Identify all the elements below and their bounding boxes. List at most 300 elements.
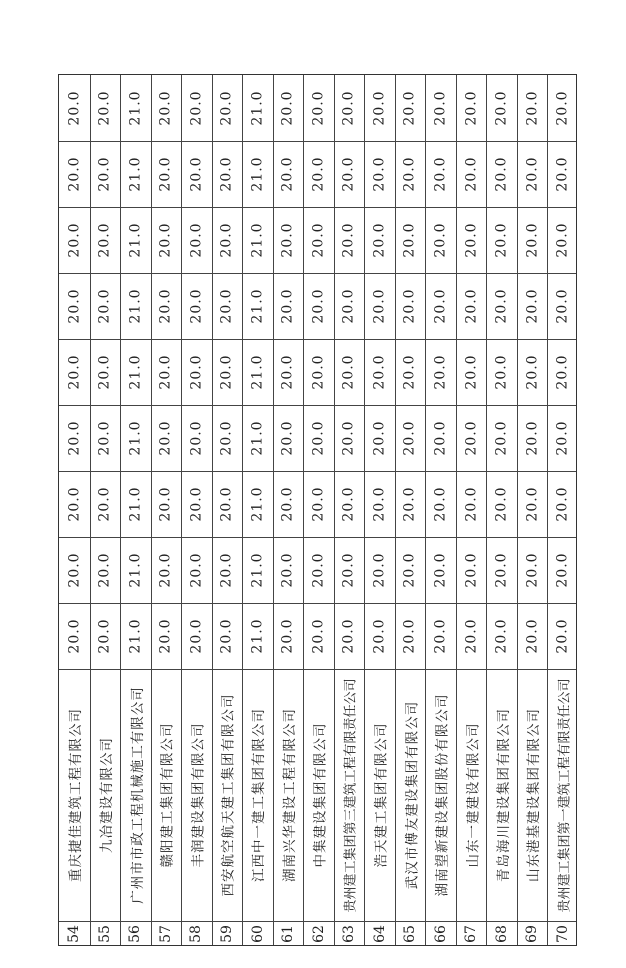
score-value-cell xyxy=(456,339,487,405)
company-name: 山东港基建设集团有限公司 xyxy=(526,708,543,882)
score-value: 20.0 xyxy=(371,420,388,456)
score-value-cell xyxy=(303,207,334,273)
score-value: 20.0 xyxy=(524,552,541,588)
score-value-cell xyxy=(364,141,395,207)
score-value: 20.0 xyxy=(310,486,327,522)
row-number-cell xyxy=(334,921,365,947)
score-value-cell xyxy=(181,537,212,603)
row-number-cell xyxy=(242,921,273,947)
row-number-cell xyxy=(90,921,121,947)
row-number: 61 xyxy=(279,925,296,943)
score-value-cell xyxy=(364,207,395,273)
score-value-cell xyxy=(242,75,273,141)
score-value-cell xyxy=(90,405,121,471)
score-value: 20.0 xyxy=(371,90,388,126)
score-value: 20.0 xyxy=(371,354,388,390)
score-value: 20.0 xyxy=(493,420,510,456)
score-value: 20.0 xyxy=(524,420,541,456)
score-value: 20.0 xyxy=(402,354,419,390)
company-name-cell xyxy=(212,669,243,921)
score-value: 20.0 xyxy=(279,222,296,258)
score-value: 20.0 xyxy=(432,222,449,258)
row-number-cell xyxy=(273,921,304,947)
score-value-cell xyxy=(334,75,365,141)
score-value-cell xyxy=(425,273,456,339)
score-value: 21.0 xyxy=(249,156,266,192)
score-value: 20.0 xyxy=(218,90,235,126)
score-value: 21.0 xyxy=(249,420,266,456)
score-value: 21.0 xyxy=(249,618,266,654)
score-value-cell xyxy=(120,141,151,207)
score-value-cell xyxy=(181,471,212,537)
score-value: 20.0 xyxy=(371,222,388,258)
company-name-cell xyxy=(242,669,273,921)
score-value-cell xyxy=(242,471,273,537)
score-value-cell xyxy=(273,603,304,669)
score-value-cell xyxy=(181,405,212,471)
score-value: 20.0 xyxy=(554,156,571,192)
score-value: 20.0 xyxy=(188,618,205,654)
company-name: 重庆捷佳建筑工程有限公司 xyxy=(68,708,85,882)
score-value-cell xyxy=(364,471,395,537)
score-value-cell xyxy=(90,273,121,339)
score-value: 20.0 xyxy=(218,156,235,192)
score-value: 20.0 xyxy=(96,288,113,324)
score-value-cell xyxy=(486,471,517,537)
score-value: 20.0 xyxy=(524,156,541,192)
score-value: 20.0 xyxy=(463,354,480,390)
row-number: 65 xyxy=(402,925,419,943)
score-value: 20.0 xyxy=(554,90,571,126)
score-value-cell xyxy=(547,75,578,141)
score-value: 20.0 xyxy=(463,420,480,456)
score-value-cell xyxy=(59,603,90,669)
score-value: 20.0 xyxy=(157,420,174,456)
score-value: 20.0 xyxy=(66,420,83,456)
score-value-cell xyxy=(395,603,426,669)
score-value-cell xyxy=(273,405,304,471)
score-table xyxy=(58,74,577,946)
row-number-cell xyxy=(151,921,182,947)
score-value-cell xyxy=(334,141,365,207)
score-value: 20.0 xyxy=(402,618,419,654)
score-value: 20.0 xyxy=(310,288,327,324)
company-name-cell xyxy=(547,669,578,921)
score-value: 20.0 xyxy=(66,288,83,324)
score-value-cell xyxy=(59,405,90,471)
score-value-cell xyxy=(303,405,334,471)
score-value-cell xyxy=(120,471,151,537)
score-value-cell xyxy=(59,273,90,339)
score-value: 20.0 xyxy=(66,618,83,654)
company-name-cell xyxy=(425,669,456,921)
score-value: 20.0 xyxy=(218,552,235,588)
score-value: 20.0 xyxy=(310,552,327,588)
score-value-cell xyxy=(395,273,426,339)
score-value-cell xyxy=(212,75,243,141)
score-value: 20.0 xyxy=(341,618,358,654)
row-number-cell xyxy=(120,921,151,947)
row-number-cell xyxy=(212,921,243,947)
score-value: 20.0 xyxy=(66,354,83,390)
score-value: 20.0 xyxy=(463,288,480,324)
score-value-cell xyxy=(90,603,121,669)
score-value: 20.0 xyxy=(371,156,388,192)
score-value-cell xyxy=(303,603,334,669)
score-value-cell xyxy=(212,405,243,471)
score-value-cell xyxy=(425,537,456,603)
score-value: 20.0 xyxy=(463,222,480,258)
score-value-cell xyxy=(181,339,212,405)
score-value-cell xyxy=(151,75,182,141)
score-value: 20.0 xyxy=(96,618,113,654)
score-value-cell xyxy=(486,207,517,273)
score-value: 20.0 xyxy=(310,354,327,390)
score-value-cell xyxy=(395,537,426,603)
score-value-cell xyxy=(242,537,273,603)
score-value-cell xyxy=(59,75,90,141)
score-value-cell xyxy=(364,405,395,471)
score-value-cell xyxy=(303,141,334,207)
score-value: 20.0 xyxy=(341,420,358,456)
score-value-cell xyxy=(273,537,304,603)
score-value: 21.0 xyxy=(249,288,266,324)
score-value: 20.0 xyxy=(432,156,449,192)
company-name-cell xyxy=(395,669,426,921)
row-number-cell xyxy=(425,921,456,947)
score-value-cell xyxy=(303,75,334,141)
score-value: 20.0 xyxy=(218,618,235,654)
company-name-cell xyxy=(364,669,395,921)
score-value: 20.0 xyxy=(157,552,174,588)
score-value-cell xyxy=(547,405,578,471)
score-value-cell xyxy=(456,603,487,669)
score-value-cell xyxy=(456,537,487,603)
score-value-cell xyxy=(364,273,395,339)
score-value-cell xyxy=(547,207,578,273)
score-value-cell xyxy=(120,537,151,603)
score-value-cell xyxy=(456,471,487,537)
score-value-cell xyxy=(212,537,243,603)
score-value-cell xyxy=(425,75,456,141)
score-value: 20.0 xyxy=(188,222,205,258)
row-number-cell xyxy=(456,921,487,947)
score-value: 20.0 xyxy=(371,618,388,654)
score-value-cell xyxy=(334,603,365,669)
score-value-cell xyxy=(547,471,578,537)
row-number-cell xyxy=(59,921,90,947)
score-value-cell xyxy=(273,207,304,273)
score-value-cell xyxy=(517,141,548,207)
score-value-cell xyxy=(273,75,304,141)
row-number: 70 xyxy=(554,925,571,943)
score-value: 20.0 xyxy=(493,156,510,192)
score-value-cell xyxy=(151,471,182,537)
company-name-cell xyxy=(90,669,121,921)
score-value: 20.0 xyxy=(188,420,205,456)
score-value: 20.0 xyxy=(402,90,419,126)
score-value: 20.0 xyxy=(157,618,174,654)
score-value: 20.0 xyxy=(218,288,235,324)
score-value: 20.0 xyxy=(279,420,296,456)
score-value: 20.0 xyxy=(493,552,510,588)
score-value: 20.0 xyxy=(554,552,571,588)
score-value: 20.0 xyxy=(218,354,235,390)
row-number: 59 xyxy=(218,925,235,943)
score-value-cell xyxy=(517,273,548,339)
score-value: 21.0 xyxy=(127,90,144,126)
row-number: 66 xyxy=(432,925,449,943)
company-name: 湖南望新建设集团股份有限公司 xyxy=(434,693,451,897)
score-value-cell xyxy=(242,273,273,339)
company-name-cell xyxy=(151,669,182,921)
score-value-cell xyxy=(395,471,426,537)
score-value: 20.0 xyxy=(493,222,510,258)
company-name-cell xyxy=(120,669,151,921)
score-value: 20.0 xyxy=(341,90,358,126)
score-value-cell xyxy=(517,405,548,471)
score-value: 20.0 xyxy=(66,90,83,126)
score-value: 20.0 xyxy=(432,420,449,456)
score-value: 20.0 xyxy=(402,222,419,258)
score-value-cell xyxy=(517,471,548,537)
score-value-cell xyxy=(395,405,426,471)
score-value-cell xyxy=(334,471,365,537)
score-value-cell xyxy=(273,339,304,405)
score-value: 20.0 xyxy=(157,222,174,258)
score-value: 20.0 xyxy=(402,552,419,588)
score-value-cell xyxy=(59,471,90,537)
score-value: 20.0 xyxy=(218,486,235,522)
score-value-cell xyxy=(120,75,151,141)
score-value: 20.0 xyxy=(279,552,296,588)
score-value-cell xyxy=(486,339,517,405)
row-number-cell xyxy=(517,921,548,947)
score-value: 20.0 xyxy=(310,618,327,654)
company-name-cell xyxy=(181,669,212,921)
score-value: 20.0 xyxy=(157,156,174,192)
score-value: 20.0 xyxy=(66,552,83,588)
score-value: 20.0 xyxy=(66,486,83,522)
score-value: 20.0 xyxy=(157,486,174,522)
score-value: 20.0 xyxy=(432,90,449,126)
score-value-cell xyxy=(486,141,517,207)
score-value: 20.0 xyxy=(279,156,296,192)
score-value: 20.0 xyxy=(310,156,327,192)
score-value-cell xyxy=(395,207,426,273)
score-value: 20.0 xyxy=(493,618,510,654)
score-value-cell xyxy=(364,75,395,141)
score-value-cell xyxy=(273,141,304,207)
score-value-cell xyxy=(456,75,487,141)
score-value: 20.0 xyxy=(524,486,541,522)
score-value: 20.0 xyxy=(188,90,205,126)
score-value: 20.0 xyxy=(157,354,174,390)
score-value-cell xyxy=(212,471,243,537)
score-value-cell xyxy=(395,339,426,405)
score-value: 20.0 xyxy=(341,486,358,522)
score-value: 20.0 xyxy=(371,486,388,522)
score-value-cell xyxy=(90,537,121,603)
score-value: 20.0 xyxy=(554,354,571,390)
score-value-cell xyxy=(120,405,151,471)
score-value: 20.0 xyxy=(341,222,358,258)
score-value: 20.0 xyxy=(432,552,449,588)
company-name-cell xyxy=(517,669,548,921)
score-value-cell xyxy=(517,537,548,603)
score-value: 20.0 xyxy=(279,90,296,126)
score-value-cell xyxy=(212,207,243,273)
score-value-cell xyxy=(334,537,365,603)
score-value-cell xyxy=(59,339,90,405)
score-value-cell xyxy=(90,207,121,273)
company-name: 中集建设集团有限公司 xyxy=(312,722,329,868)
row-number: 58 xyxy=(188,925,205,943)
score-value: 20.0 xyxy=(66,222,83,258)
score-value: 20.0 xyxy=(524,618,541,654)
score-value: 20.0 xyxy=(524,354,541,390)
score-value: 20.0 xyxy=(463,552,480,588)
score-value-cell xyxy=(242,207,273,273)
score-value-cell xyxy=(547,339,578,405)
score-value-cell xyxy=(456,141,487,207)
score-value: 20.0 xyxy=(96,354,113,390)
score-value-cell xyxy=(517,603,548,669)
row-number-cell xyxy=(303,921,334,947)
score-value: 20.0 xyxy=(96,486,113,522)
company-name: 湖南兴华建设工程有限公司 xyxy=(281,708,298,882)
score-value-cell xyxy=(547,273,578,339)
score-value: 20.0 xyxy=(96,90,113,126)
score-value: 20.0 xyxy=(432,288,449,324)
score-value: 21.0 xyxy=(127,156,144,192)
score-value: 20.0 xyxy=(188,288,205,324)
company-name: 贵州建工集团第三建筑工程有限责任公司 xyxy=(343,677,359,913)
score-value-cell xyxy=(486,273,517,339)
score-value-cell xyxy=(334,339,365,405)
score-value-cell xyxy=(120,207,151,273)
row-number: 54 xyxy=(66,925,83,943)
company-name: 贵州建工集团第一建筑工程有限责任公司 xyxy=(557,677,573,913)
company-name: 青岛海川建设集团有限公司 xyxy=(495,708,512,882)
score-value-cell xyxy=(395,141,426,207)
score-value-cell xyxy=(90,339,121,405)
score-value-cell xyxy=(303,537,334,603)
score-value-cell xyxy=(181,603,212,669)
score-value-cell xyxy=(120,273,151,339)
score-value-cell xyxy=(181,141,212,207)
company-name-cell xyxy=(59,669,90,921)
row-number: 57 xyxy=(157,925,174,943)
score-value: 20.0 xyxy=(463,90,480,126)
score-value: 20.0 xyxy=(279,354,296,390)
row-number: 69 xyxy=(524,925,541,943)
score-value-cell xyxy=(364,339,395,405)
row-number-cell xyxy=(486,921,517,947)
score-value: 20.0 xyxy=(96,156,113,192)
score-value: 20.0 xyxy=(493,354,510,390)
score-value-cell xyxy=(151,603,182,669)
score-value-cell xyxy=(303,339,334,405)
score-value-cell xyxy=(120,603,151,669)
score-value: 20.0 xyxy=(310,90,327,126)
company-name: 西安航空航天建工集团有限公司 xyxy=(220,693,237,897)
score-value-cell xyxy=(59,537,90,603)
score-value-cell xyxy=(364,537,395,603)
company-name-cell xyxy=(334,669,365,921)
score-value: 20.0 xyxy=(371,288,388,324)
score-value-cell xyxy=(456,273,487,339)
score-value-cell xyxy=(425,339,456,405)
score-value: 20.0 xyxy=(188,486,205,522)
score-value: 20.0 xyxy=(371,552,388,588)
score-value-cell xyxy=(517,207,548,273)
score-value-cell xyxy=(212,603,243,669)
score-value-cell xyxy=(364,603,395,669)
score-value: 20.0 xyxy=(463,486,480,522)
score-value: 20.0 xyxy=(188,552,205,588)
score-value: 20.0 xyxy=(554,618,571,654)
company-name-cell xyxy=(273,669,304,921)
score-value: 20.0 xyxy=(218,222,235,258)
company-name: 丰润建设集团有限公司 xyxy=(190,722,207,868)
score-value: 21.0 xyxy=(127,222,144,258)
score-value-cell xyxy=(486,537,517,603)
score-value-cell xyxy=(273,273,304,339)
score-value-cell xyxy=(151,405,182,471)
score-value: 20.0 xyxy=(341,354,358,390)
score-value-cell xyxy=(90,141,121,207)
score-value-cell xyxy=(334,405,365,471)
row-number: 56 xyxy=(127,925,144,943)
score-value-cell xyxy=(181,207,212,273)
score-value: 21.0 xyxy=(127,288,144,324)
score-value: 20.0 xyxy=(310,222,327,258)
score-value-cell xyxy=(456,207,487,273)
score-value-cell xyxy=(212,273,243,339)
company-name: 江西中一建工集团有限公司 xyxy=(251,708,268,882)
score-value: 20.0 xyxy=(493,486,510,522)
row-number-cell xyxy=(547,921,578,947)
company-name: 九冶建设有限公司 xyxy=(98,737,115,853)
row-number-cell xyxy=(364,921,395,947)
score-value-cell xyxy=(425,141,456,207)
score-value-cell xyxy=(181,273,212,339)
score-value: 20.0 xyxy=(493,288,510,324)
row-number: 62 xyxy=(310,925,327,943)
score-value-cell xyxy=(90,471,121,537)
score-value-cell xyxy=(425,603,456,669)
score-value: 20.0 xyxy=(218,420,235,456)
score-value-cell xyxy=(212,339,243,405)
company-name: 山东一建建设有限公司 xyxy=(465,722,482,868)
score-value: 21.0 xyxy=(249,486,266,522)
score-value: 20.0 xyxy=(402,156,419,192)
company-name: 广州市市政工程机械施工有限公司 xyxy=(129,686,146,904)
company-name-cell xyxy=(456,669,487,921)
score-value-cell xyxy=(90,75,121,141)
score-value: 21.0 xyxy=(127,552,144,588)
score-value-cell xyxy=(547,537,578,603)
score-value-cell xyxy=(425,405,456,471)
score-value: 20.0 xyxy=(279,288,296,324)
score-value: 20.0 xyxy=(157,90,174,126)
score-value-cell xyxy=(334,273,365,339)
score-value-cell xyxy=(303,273,334,339)
score-value: 20.0 xyxy=(341,156,358,192)
row-number: 63 xyxy=(341,925,358,943)
score-value: 20.0 xyxy=(524,288,541,324)
